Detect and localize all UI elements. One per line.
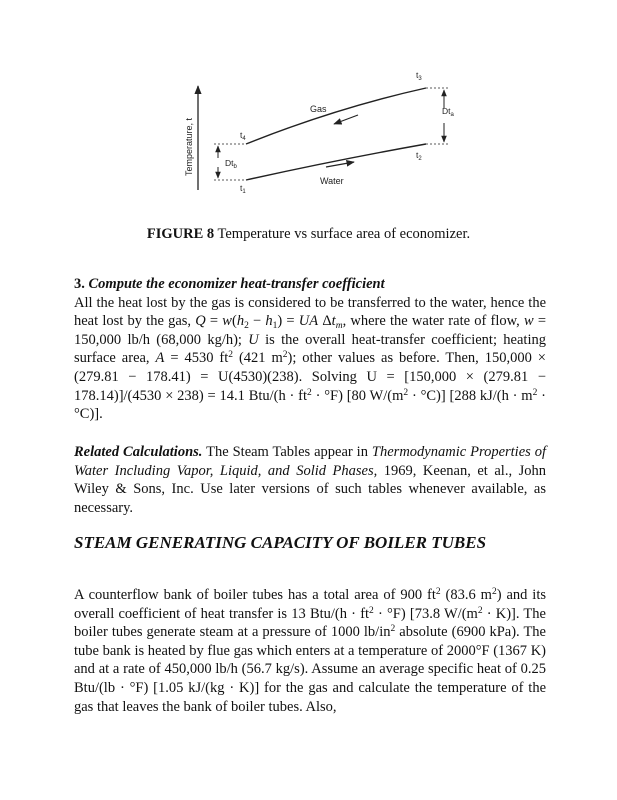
step-3-heading — [74, 275, 546, 294]
step-line: All the heat lost by the gas is considered to be transferred to the water, hence — [74, 294, 525, 311]
problem-line: average specific heat of 0.25 Btu/(lb · °F) [1.05 kJ/(kg · K)] for the gas and — [74, 661, 547, 696]
step-heading-text: Compute the economizer heat-transfer coefficient — [88, 276, 385, 292]
dtb-label: $Dt_b$ — [225, 158, 237, 170]
section-title: STEAM GENERATING CAPACITY OF BOILER TUBES — [74, 533, 487, 552]
problem-line: calculate the temperature of the gas that leaves the bank of boiler tubes. Also, — [74, 679, 547, 715]
temperature-diagram — [176, 68, 476, 198]
y-axis-label: Temperature, t — [184, 117, 194, 176]
t4-label: $t_4$ — [240, 130, 246, 142]
t2-label: $t_2$ — [416, 150, 422, 162]
book-title: Thermodynamic Properties of Water Including Vapor, Liquid, and Solid Phases, — [74, 444, 547, 479]
dta-label: $Dt_a$ — [442, 106, 454, 118]
gas-curve — [246, 88, 426, 144]
figure-caption-text: Temperature vs surface area of economizer. — [217, 226, 471, 242]
step-3-section — [74, 275, 546, 424]
step-3-paragraph: All the heat lost by the gas is considered to be transferred to the water, hence the heat lost by the gas, $Q = w(h_2 - h_1)$ = UA $\Delta t_m$, where the water rate of flow, w = 150,000 lb/h (68,000 kg/h); U is the overall heat-transfer coefficient; heating surface area, A = 4530 $ft^2$ (421 $m^2$); other values as before. Then, 150,000 × (279.81 − 178.41) = U(4530)(238). Solving U = [150,000 × (279.81 − 178.14)]/(4530 × 238) = 14.1 $Btu/(h \cdot ft^2 \cdot ^\circ F)$ [80 $W/(m^2 \cdot ^\circ C)$] [288 $kJ/(h \cdot m^2 \cdot ^\circ C)$]. — [74, 294, 547, 423]
problem-line: of 2000°F (1367 K) and at a rate of 450,000 lb/h (56.7 kg/s). Assume an — [74, 642, 546, 678]
gas-label: Gas — [310, 104, 327, 114]
related-text: The Steam Tables appear in — [206, 444, 368, 460]
related-calculations — [74, 443, 546, 517]
step-line: before. Then, 150,000 × (279.81 − 178.41) = U(4530)(238). Solving U = — [74, 350, 546, 385]
figure-caption — [0, 226, 617, 243]
t3-label: $t_3$ — [416, 70, 422, 82]
figure-number: FIGURE 8 — [146, 226, 215, 242]
problem-paragraph: A counterflow bank of boiler tubes has a total area of 900 $ft^2$ (83.6 $m^2$) and its overall coefficient of heat transfer is 13 $Btu/(h \cdot ft^2 \cdot ^\circ F)$ [73.8 $W/(m^2 \cdot K)$]. The boiler tubes generate steam at a pressure of 1000 $lb/in^2$ absolute (6900 kPa). The tube bank is heated by flue gas which enters at a temperature of 2000°F (1367 K) and at a rate of 450,000 lb/h (56.7 kg/s). Assume an average specific heat of 0.25 Btu/(lb · °F) [1.05 kJ/(kg · K)] for the gas and calculate the temperature of the gas that leaves the bank of boiler tubes. Also, — [74, 587, 547, 715]
water-curve — [246, 144, 426, 180]
water-label: Water — [320, 176, 344, 186]
problem-line: (6900 kPa). The tube bank is heated by flue gas which enters at a temperature — [74, 624, 546, 659]
related-label: Related Calculations. — [74, 444, 203, 460]
t1-label: $t_1$ — [240, 183, 246, 195]
step-number: 3. — [74, 276, 85, 292]
gas-flow-arrow — [334, 115, 358, 124]
related-text: 1969, Keenan, et al., John Wiley & Sons, Inc. Use later versions of such tables whenever available, as necessary. — [74, 462, 546, 516]
